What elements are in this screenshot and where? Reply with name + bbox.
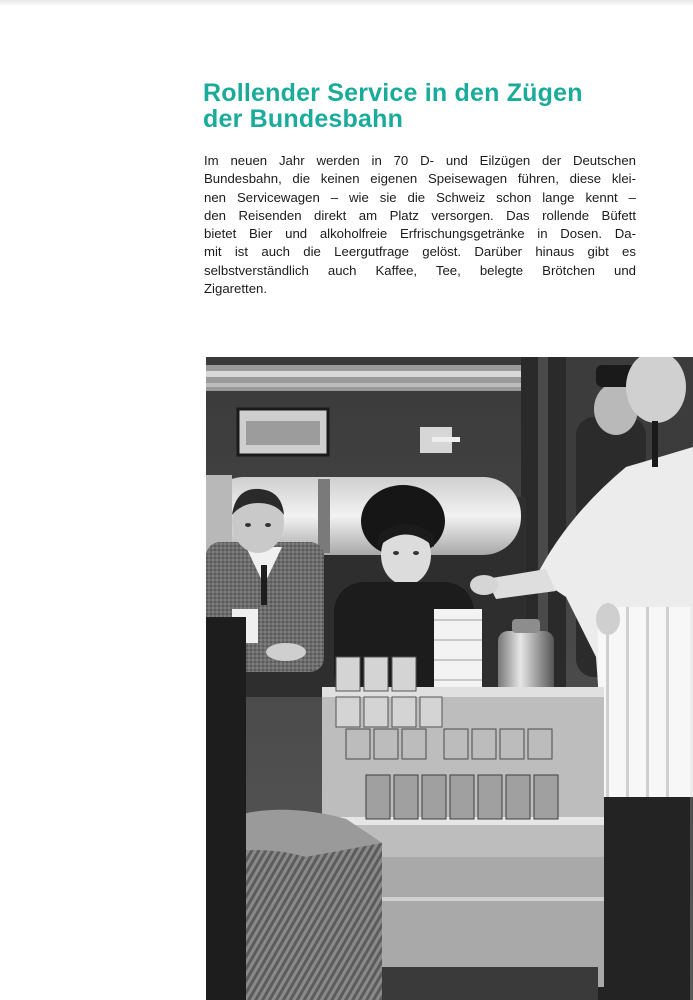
body-line: mit ist auch die Leergutfrage gelöst. Darüber hinaus gibt es	[204, 244, 636, 260]
title-line: der Bundesbahn	[203, 105, 404, 133]
body-line: selbstverständlich auch Kaffee, Tee, belegte Brötchen und	[204, 262, 636, 278]
body-line: Bundesbahn, die keinen eigenen Speisewagen führen, diese klei-	[204, 171, 636, 187]
body-line: Zigaretten.	[204, 281, 268, 297]
waiter-apron	[598, 607, 690, 797]
article-title	[203, 80, 663, 132]
body-line: bietet Bier und alkoholfreie Erfrischungsgetränke in Dosen. Da-	[204, 226, 636, 242]
body-line: den Reisenden direkt am Platz versorgen. Das rollende Büfett	[204, 207, 636, 223]
title-line: Rollender Service in den Zügen	[203, 79, 583, 107]
page-top-edge	[0, 0, 693, 6]
body-line: Im neuen Jahr werden in 70 D- und Eilzügen der Deutschen	[204, 153, 636, 168]
train-service-photo	[206, 357, 693, 1000]
article-body	[204, 152, 636, 298]
luggage-rack	[206, 365, 526, 391]
body-line: nen Servicewagen – wie sie die Schweiz schon lange kennt –	[204, 189, 636, 205]
floor	[382, 967, 598, 1000]
